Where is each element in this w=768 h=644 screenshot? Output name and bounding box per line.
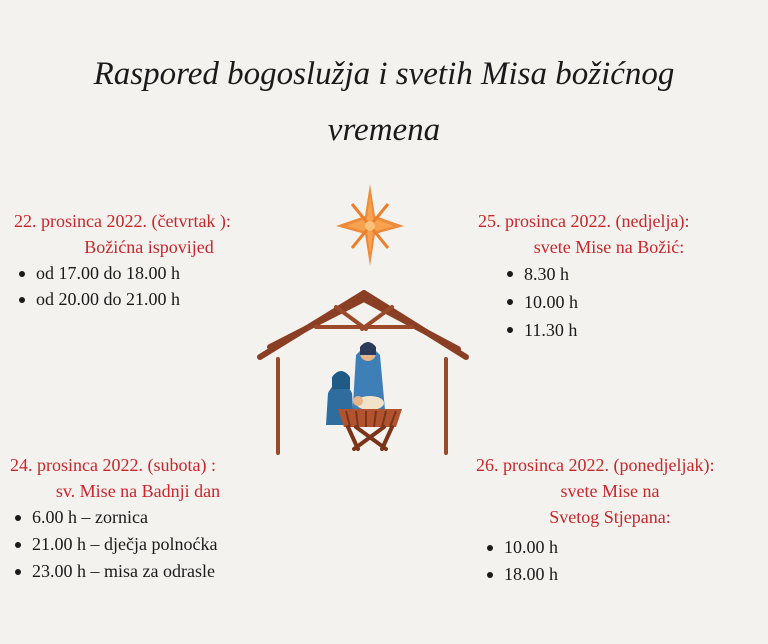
list-item: 21.00 h – dječja polnoćka xyxy=(10,531,290,558)
schedule-dec24 xyxy=(10,452,290,585)
list-item: od 17.00 do 18.00 h xyxy=(14,260,294,286)
list-item: 23.00 h – misa za odrasle xyxy=(10,558,290,585)
nativity-stable-illustration xyxy=(256,285,472,457)
dec25-subtitle: svete Mise na Božić: xyxy=(533,237,685,257)
schedule-dec25 xyxy=(478,208,768,344)
dec26-date: 26. prosinca 2022. (ponedjeljak): xyxy=(476,455,715,475)
dec24-list xyxy=(10,504,290,585)
dec22-subtitle: Božićna ispovijed xyxy=(84,237,214,257)
list-item: 10.00 h xyxy=(482,534,768,561)
dec25-date: 25. prosinca 2022. (nedjelja): xyxy=(478,211,690,231)
dec22-list xyxy=(14,260,294,312)
page-title xyxy=(0,46,768,158)
dec26-subtitle-2: Svetog Stjepana: xyxy=(549,507,671,527)
dec25-list xyxy=(502,260,768,344)
dec24-date: 24. prosinca 2022. (subota) : xyxy=(10,455,216,475)
list-item: 6.00 h – zornica xyxy=(10,504,290,531)
list-item: od 20.00 do 21.00 h xyxy=(14,286,294,312)
dec24-subtitle: sv. Mise na Badnji dan xyxy=(55,481,221,501)
dec22-date: 22. prosinca 2022. (četvrtak ): xyxy=(14,211,231,231)
dec26-subtitle: svete Mise na xyxy=(560,481,660,501)
title-line-1: Raspored bogoslužja i svetih Misa božićnog xyxy=(93,56,675,92)
title-line-2: vremena xyxy=(327,112,441,148)
star-icon xyxy=(334,182,406,268)
list-item: 18.00 h xyxy=(482,561,768,588)
schedule-dec26 xyxy=(476,452,768,588)
list-item: 8.30 h xyxy=(502,260,768,288)
schedule-dec22 xyxy=(14,208,294,312)
dec26-list xyxy=(482,534,768,588)
list-item: 11.30 h xyxy=(502,316,768,344)
list-item: 10.00 h xyxy=(502,288,768,316)
